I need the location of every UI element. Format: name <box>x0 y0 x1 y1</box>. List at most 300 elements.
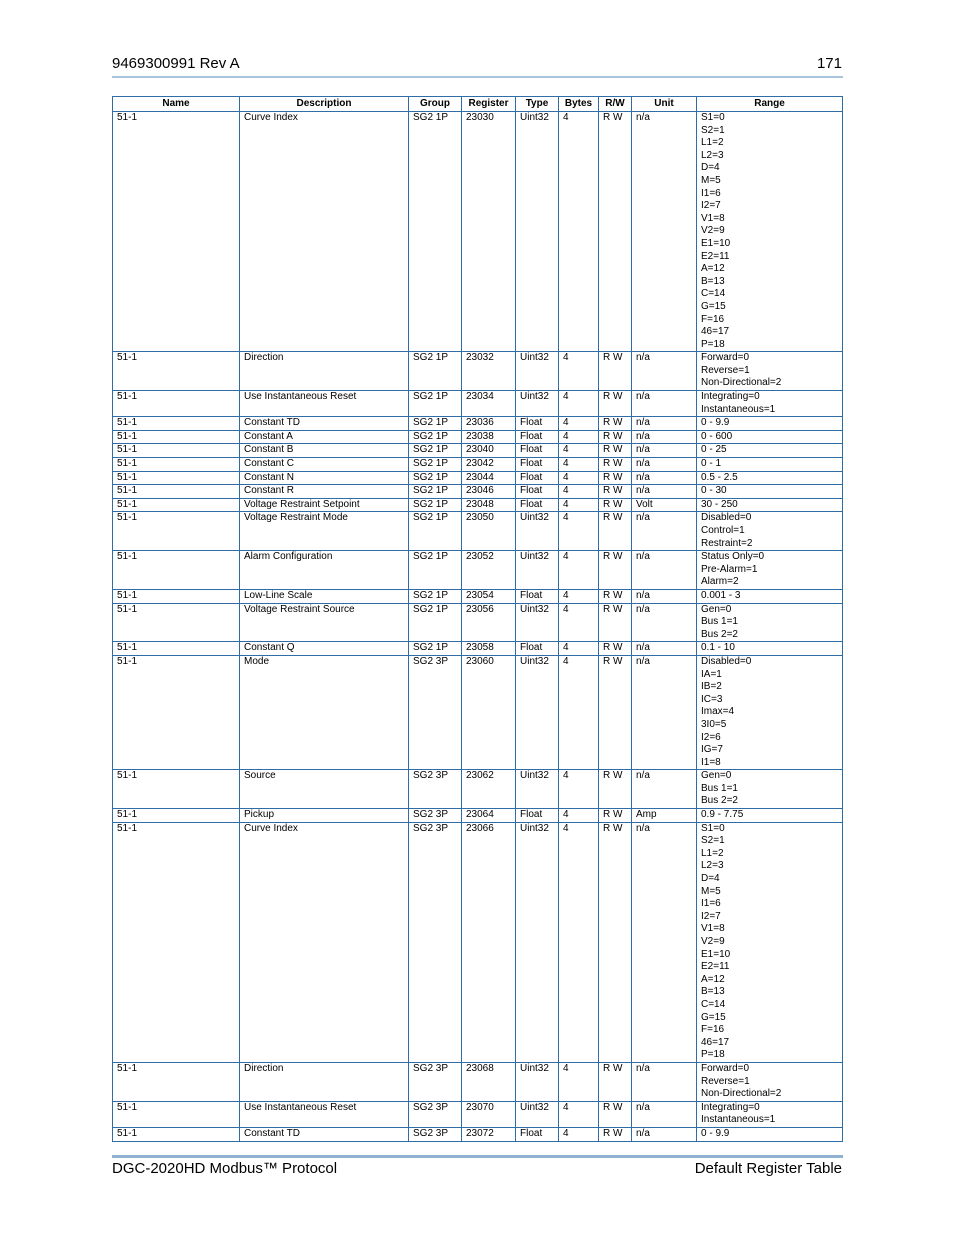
table-row <box>113 1062 843 1101</box>
range-value: 0 - 600 <box>701 430 733 442</box>
footer-section-title: Default Register Table <box>694 1160 842 1177</box>
cell-unit: n/a <box>632 458 697 472</box>
cell-type: Uint32 <box>516 551 559 590</box>
col-header-name: Name <box>113 97 240 112</box>
cell-range <box>697 603 843 642</box>
cell-group: SG2 1P <box>409 444 462 458</box>
cell-range <box>697 444 843 458</box>
cell-range <box>697 352 843 391</box>
col-header-description: Description <box>240 97 409 112</box>
cell-unit: n/a <box>632 589 697 603</box>
cell-type: Float <box>516 1127 559 1141</box>
cell-unit: n/a <box>632 430 697 444</box>
range-value: B=13 <box>701 986 725 998</box>
cell-name: 51-1 <box>113 430 240 444</box>
range-value: Control=1 <box>701 525 745 536</box>
range-value: V2=9 <box>701 936 725 947</box>
footer-divider <box>112 1155 843 1158</box>
range-value: 46=17 <box>701 326 730 338</box>
range-value: S2=1 <box>701 124 725 136</box>
cell-description: Use Instantaneous Reset <box>240 1101 409 1127</box>
cell-group: SG2 1P <box>409 352 462 391</box>
cell-unit: n/a <box>632 512 697 551</box>
cell-register: 23060 <box>462 655 516 769</box>
cell-range <box>697 391 843 417</box>
cell-unit: n/a <box>632 642 697 656</box>
col-header-register: Register <box>462 97 516 112</box>
cell-register: 23040 <box>462 444 516 458</box>
table-row <box>113 485 843 499</box>
register-table <box>112 96 843 1142</box>
range-value: I2=6 <box>701 731 721 743</box>
cell-range <box>697 822 843 1062</box>
cell-group: SG2 3P <box>409 770 462 809</box>
cell-range <box>697 512 843 551</box>
cell-group: SG2 1P <box>409 430 462 444</box>
table-row <box>113 498 843 512</box>
range-value: Gen=0 <box>701 770 732 782</box>
range-value: S1=0 <box>701 112 725 123</box>
cell-group: SG2 1P <box>409 498 462 512</box>
cell-name: 51-1 <box>113 352 240 391</box>
cell-range <box>697 642 843 656</box>
range-value: Pre-Alarm=1 <box>701 563 758 575</box>
cell-bytes: 4 <box>559 391 599 417</box>
cell-description: Constant TD <box>240 417 409 431</box>
table-row <box>113 471 843 485</box>
cell-name: 51-1 <box>113 603 240 642</box>
range-value: 0 - 1 <box>701 458 722 470</box>
range-value: L1=2 <box>701 847 724 859</box>
cell-register: 23072 <box>462 1127 516 1141</box>
cell-group: SG2 1P <box>409 589 462 603</box>
cell-type: Float <box>516 430 559 444</box>
cell-register: 23048 <box>462 498 516 512</box>
cell-type: Float <box>516 485 559 499</box>
cell-group: SG2 1P <box>409 391 462 417</box>
footer-doc-title: DGC-2020HD Modbus™ Protocol <box>112 1160 338 1177</box>
cell-group: SG2 1P <box>409 551 462 590</box>
cell-type: Float <box>516 642 559 656</box>
cell-description: Constant C <box>240 458 409 472</box>
range-value: 0 - 9.9 <box>701 1127 730 1139</box>
range-value: Non-Directional=2 <box>701 1088 782 1100</box>
cell-group: SG2 3P <box>409 1062 462 1101</box>
cell-name: 51-1 <box>113 417 240 431</box>
cell-unit: n/a <box>632 1062 697 1101</box>
cell-type: Float <box>516 444 559 458</box>
table-row <box>113 642 843 656</box>
cell-name: 51-1 <box>113 1127 240 1141</box>
cell-group: SG2 1P <box>409 458 462 472</box>
range-value: Disabled=0 <box>701 512 752 524</box>
cell-group: SG2 3P <box>409 822 462 1062</box>
cell-description: Direction <box>240 352 409 391</box>
cell-unit: n/a <box>632 822 697 1062</box>
cell-group: SG2 3P <box>409 1127 462 1141</box>
cell-name: 51-1 <box>113 444 240 458</box>
cell-name: 51-1 <box>113 471 240 485</box>
cell-register: 23032 <box>462 352 516 391</box>
range-value: Reverse=1 <box>701 1075 750 1087</box>
cell-unit: Volt <box>632 498 697 512</box>
cell-bytes: 4 <box>559 417 599 431</box>
cell-rw: R W <box>599 512 632 551</box>
cell-type: Float <box>516 589 559 603</box>
cell-group: SG2 1P <box>409 642 462 656</box>
table-row <box>113 512 843 551</box>
cell-name: 51-1 <box>113 809 240 823</box>
cell-range <box>697 1127 843 1141</box>
range-value: G=15 <box>701 300 726 312</box>
range-value: Bus 2=2 <box>701 628 738 640</box>
range-value: 0.5 - 2.5 <box>701 471 738 483</box>
cell-description: Constant N <box>240 471 409 485</box>
cell-unit: n/a <box>632 551 697 590</box>
cell-register: 23054 <box>462 589 516 603</box>
cell-range <box>697 1101 843 1127</box>
cell-bytes: 4 <box>559 589 599 603</box>
cell-unit: n/a <box>632 471 697 485</box>
cell-name: 51-1 <box>113 642 240 656</box>
cell-unit: n/a <box>632 112 697 352</box>
cell-description: Use Instantaneous Reset <box>240 391 409 417</box>
range-value: Restraint=2 <box>701 537 753 549</box>
range-value: A=12 <box>701 263 725 275</box>
cell-rw: R W <box>599 498 632 512</box>
cell-group: SG2 3P <box>409 809 462 823</box>
cell-description: Constant B <box>240 444 409 458</box>
cell-register: 23034 <box>462 391 516 417</box>
cell-description: Pickup <box>240 809 409 823</box>
col-header-bytes: Bytes <box>559 97 599 112</box>
cell-register: 23058 <box>462 642 516 656</box>
range-value: Integrating=0 <box>701 1101 760 1113</box>
range-value: V1=8 <box>701 212 725 224</box>
cell-bytes: 4 <box>559 551 599 590</box>
table-row <box>113 458 843 472</box>
cell-type: Uint32 <box>516 352 559 391</box>
range-value: Status Only=0 <box>701 551 765 563</box>
cell-type: Uint32 <box>516 1101 559 1127</box>
range-value: V1=8 <box>701 923 725 935</box>
table-row <box>113 391 843 417</box>
cell-name: 51-1 <box>113 512 240 551</box>
cell-rw: R W <box>599 112 632 352</box>
cell-type: Uint32 <box>516 112 559 352</box>
cell-bytes: 4 <box>559 603 599 642</box>
col-header-rw: R/W <box>599 97 632 112</box>
cell-rw: R W <box>599 1101 632 1127</box>
range-value: L2=3 <box>701 149 724 161</box>
cell-rw: R W <box>599 1127 632 1141</box>
table-row <box>113 352 843 391</box>
cell-bytes: 4 <box>559 770 599 809</box>
table-row <box>113 809 843 823</box>
range-value: E1=10 <box>701 948 731 960</box>
cell-register: 23056 <box>462 603 516 642</box>
range-value: S2=1 <box>701 835 725 847</box>
range-value: G=15 <box>701 1011 726 1023</box>
cell-range <box>697 551 843 590</box>
range-value: I2=7 <box>701 910 721 922</box>
cell-rw: R W <box>599 352 632 391</box>
doc-number: 9469300991 Rev A <box>112 55 240 72</box>
range-value: Forward=0 <box>701 352 750 364</box>
cell-description: Source <box>240 770 409 809</box>
cell-register: 23050 <box>462 512 516 551</box>
cell-bytes: 4 <box>559 809 599 823</box>
range-value: 0 - 30 <box>701 485 727 497</box>
cell-description: Voltage Restraint Source <box>240 603 409 642</box>
range-value: I2=7 <box>701 200 721 212</box>
cell-type: Float <box>516 417 559 431</box>
range-value: 0.1 - 10 <box>701 642 735 654</box>
range-value: 3I0=5 <box>701 718 727 730</box>
table-row <box>113 1101 843 1127</box>
range-value: D=4 <box>701 162 720 174</box>
table-row <box>113 112 843 352</box>
range-value: Bus 2=2 <box>701 795 738 807</box>
cell-group: SG2 1P <box>409 512 462 551</box>
range-value: Instantaneous=1 <box>701 1114 776 1126</box>
range-value: E2=11 <box>701 961 730 973</box>
range-value: B=13 <box>701 275 725 287</box>
cell-range <box>697 1062 843 1101</box>
cell-name: 51-1 <box>113 498 240 512</box>
cell-rw: R W <box>599 391 632 417</box>
cell-name: 51-1 <box>113 551 240 590</box>
cell-bytes: 4 <box>559 444 599 458</box>
range-value: P=18 <box>701 338 725 350</box>
cell-name: 51-1 <box>113 589 240 603</box>
table-row <box>113 822 843 1062</box>
range-value: L1=2 <box>701 137 724 149</box>
cell-bytes: 4 <box>559 430 599 444</box>
cell-range <box>697 417 843 431</box>
range-value: Integrating=0 <box>701 391 760 403</box>
cell-bytes: 4 <box>559 352 599 391</box>
cell-rw: R W <box>599 642 632 656</box>
range-value: D=4 <box>701 873 720 885</box>
range-value: S1=0 <box>701 822 725 834</box>
cell-range <box>697 589 843 603</box>
cell-register: 23062 <box>462 770 516 809</box>
table-row <box>113 444 843 458</box>
range-value: F=16 <box>701 1024 725 1036</box>
range-value: M=5 <box>701 885 721 897</box>
range-value: Instantaneous=1 <box>701 403 776 415</box>
cell-rw: R W <box>599 770 632 809</box>
table-row <box>113 655 843 769</box>
cell-rw: R W <box>599 485 632 499</box>
range-value: Reverse=1 <box>701 364 750 376</box>
range-value: IA=1 <box>701 668 722 680</box>
cell-unit: n/a <box>632 1127 697 1141</box>
range-value: Bus 1=1 <box>701 616 738 628</box>
cell-type: Uint32 <box>516 1062 559 1101</box>
cell-group: SG2 1P <box>409 485 462 499</box>
range-value: 0.001 - 3 <box>701 589 741 601</box>
range-value: I1=6 <box>701 187 721 199</box>
cell-unit: n/a <box>632 655 697 769</box>
cell-description: Constant TD <box>240 1127 409 1141</box>
range-value: F=16 <box>701 313 725 325</box>
cell-bytes: 4 <box>559 112 599 352</box>
page-number: 171 <box>816 55 842 72</box>
range-value: V2=9 <box>701 225 725 237</box>
cell-type: Uint32 <box>516 770 559 809</box>
table-row <box>113 770 843 809</box>
cell-description: Voltage Restraint Setpoint <box>240 498 409 512</box>
table-row <box>113 1127 843 1141</box>
cell-bytes: 4 <box>559 822 599 1062</box>
cell-description: Curve Index <box>240 822 409 1062</box>
cell-group: SG2 1P <box>409 471 462 485</box>
range-value: Disabled=0 <box>701 655 752 667</box>
range-value: 30 - 250 <box>701 498 738 510</box>
cell-register: 23052 <box>462 551 516 590</box>
cell-name: 51-1 <box>113 655 240 769</box>
cell-range <box>697 655 843 769</box>
cell-group: SG2 1P <box>409 417 462 431</box>
cell-range <box>697 112 843 352</box>
cell-name: 51-1 <box>113 458 240 472</box>
cell-bytes: 4 <box>559 1101 599 1127</box>
cell-type: Uint32 <box>516 822 559 1062</box>
table-row <box>113 603 843 642</box>
table-body <box>113 112 843 1142</box>
cell-rw: R W <box>599 417 632 431</box>
range-value: C=14 <box>701 998 726 1010</box>
range-value: M=5 <box>701 174 721 186</box>
cell-unit: n/a <box>632 770 697 809</box>
table-row <box>113 417 843 431</box>
cell-group: SG2 1P <box>409 603 462 642</box>
cell-unit: n/a <box>632 603 697 642</box>
range-value: 46=17 <box>701 1036 730 1048</box>
cell-type: Float <box>516 458 559 472</box>
cell-name: 51-1 <box>113 770 240 809</box>
cell-name: 51-1 <box>113 1062 240 1101</box>
cell-register: 23066 <box>462 822 516 1062</box>
cell-rw: R W <box>599 551 632 590</box>
cell-unit: n/a <box>632 352 697 391</box>
cell-bytes: 4 <box>559 458 599 472</box>
cell-bytes: 4 <box>559 1127 599 1141</box>
range-value: Forward=0 <box>701 1062 750 1074</box>
cell-unit: Amp <box>632 809 697 823</box>
cell-rw: R W <box>599 471 632 485</box>
header-divider <box>112 76 843 78</box>
cell-group: SG2 3P <box>409 1101 462 1127</box>
cell-rw: R W <box>599 444 632 458</box>
table-row <box>113 430 843 444</box>
cell-group: SG2 3P <box>409 655 462 769</box>
cell-group: SG2 1P <box>409 112 462 352</box>
cell-bytes: 4 <box>559 642 599 656</box>
range-value: IG=7 <box>701 744 723 756</box>
cell-register: 23030 <box>462 112 516 352</box>
table-header-row <box>113 97 843 112</box>
range-value: E2=11 <box>701 250 730 262</box>
cell-name: 51-1 <box>113 112 240 352</box>
range-value: 0 - 9.9 <box>701 417 730 429</box>
range-value: 0.9 - 7.75 <box>701 809 744 821</box>
cell-type: Uint32 <box>516 655 559 769</box>
cell-unit: n/a <box>632 417 697 431</box>
cell-description: Voltage Restraint Mode <box>240 512 409 551</box>
cell-bytes: 4 <box>559 512 599 551</box>
cell-bytes: 4 <box>559 498 599 512</box>
cell-rw: R W <box>599 430 632 444</box>
range-value: Imax=4 <box>701 706 735 718</box>
cell-type: Uint32 <box>516 603 559 642</box>
col-header-type: Type <box>516 97 559 112</box>
cell-type: Float <box>516 809 559 823</box>
cell-unit: n/a <box>632 444 697 458</box>
cell-register: 23042 <box>462 458 516 472</box>
cell-register: 23070 <box>462 1101 516 1127</box>
range-value: I1=6 <box>701 898 721 910</box>
range-value: E1=10 <box>701 237 731 249</box>
range-value: A=12 <box>701 973 725 985</box>
range-value: 0 - 25 <box>701 444 727 456</box>
cell-type: Float <box>516 471 559 485</box>
col-header-unit: Unit <box>632 97 697 112</box>
cell-description: Direction <box>240 1062 409 1101</box>
col-header-group: Group <box>409 97 462 112</box>
cell-register: 23068 <box>462 1062 516 1101</box>
table-row <box>113 551 843 590</box>
cell-bytes: 4 <box>559 655 599 769</box>
cell-rw: R W <box>599 589 632 603</box>
table-row <box>113 589 843 603</box>
cell-rw: R W <box>599 822 632 1062</box>
cell-unit: n/a <box>632 1101 697 1127</box>
cell-name: 51-1 <box>113 822 240 1062</box>
cell-description: Constant A <box>240 430 409 444</box>
cell-type: Uint32 <box>516 391 559 417</box>
cell-description: Low-Line Scale <box>240 589 409 603</box>
cell-range <box>697 498 843 512</box>
cell-bytes: 4 <box>559 471 599 485</box>
cell-bytes: 4 <box>559 1062 599 1101</box>
cell-description: Constant R <box>240 485 409 499</box>
range-value: L2=3 <box>701 860 724 872</box>
cell-range <box>697 471 843 485</box>
cell-type: Float <box>516 498 559 512</box>
cell-register: 23044 <box>462 471 516 485</box>
cell-rw: R W <box>599 603 632 642</box>
cell-description: Constant Q <box>240 642 409 656</box>
cell-description: Mode <box>240 655 409 769</box>
cell-range <box>697 485 843 499</box>
range-value: I1=8 <box>701 756 721 768</box>
range-value: Non-Directional=2 <box>701 377 782 389</box>
range-value: Alarm=2 <box>701 576 739 588</box>
range-value: P=18 <box>701 1049 725 1061</box>
cell-description: Curve Index <box>240 112 409 352</box>
range-value: C=14 <box>701 288 726 300</box>
cell-bytes: 4 <box>559 485 599 499</box>
cell-name: 51-1 <box>113 485 240 499</box>
cell-register: 23064 <box>462 809 516 823</box>
cell-register: 23038 <box>462 430 516 444</box>
cell-range <box>697 458 843 472</box>
cell-name: 51-1 <box>113 1101 240 1127</box>
cell-range <box>697 809 843 823</box>
